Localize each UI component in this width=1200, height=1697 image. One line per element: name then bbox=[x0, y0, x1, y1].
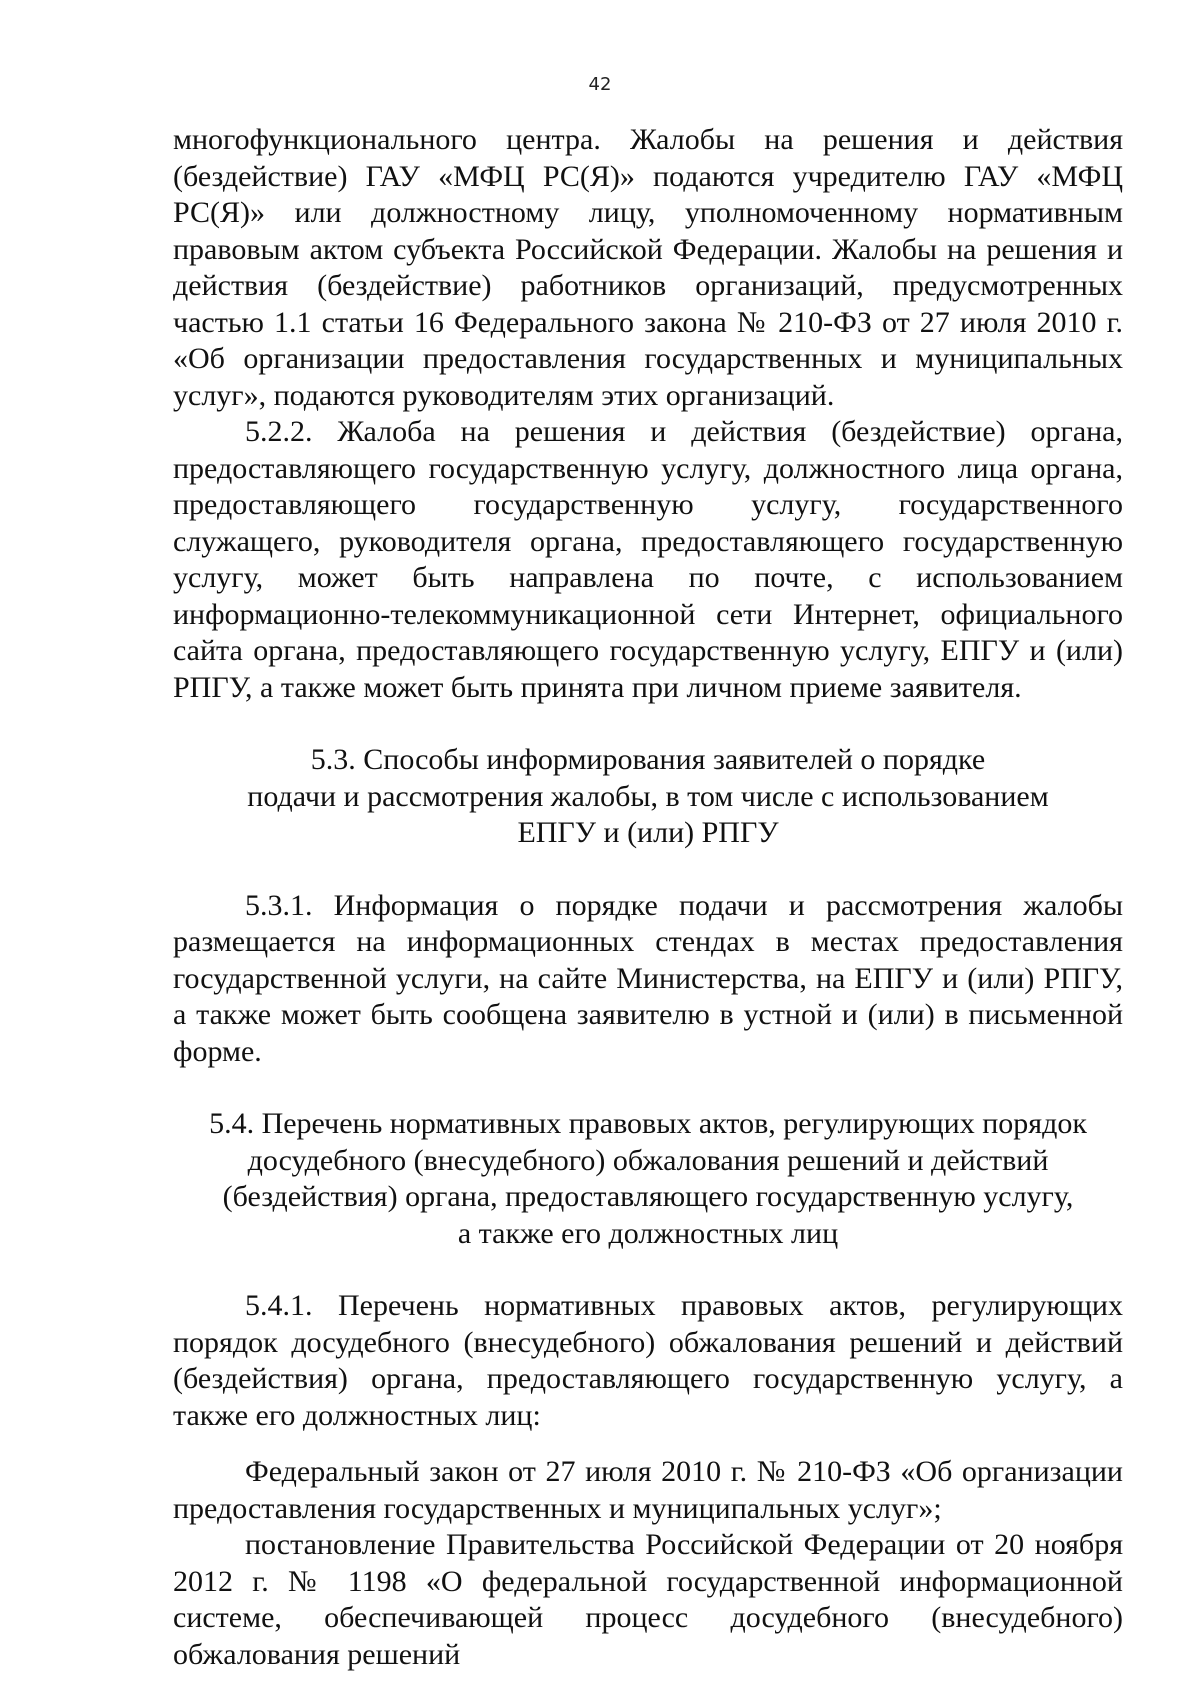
heading-line: подачи и рассмотрения жалобы, в том числе с использованием bbox=[247, 779, 1049, 813]
heading-line: досудебного (внесудебного) обжалования решений и действий bbox=[247, 1143, 1049, 1177]
section-5-3-heading bbox=[173, 742, 1123, 852]
paragraph-5-2-2: 5.2.2. Жалоба на решения и действия (бездействие) органа, предоставляющего государственную услугу, должностного лица органа, предоставляющего государственную услугу, государственного служащего, руководителя органа, предоставляющего государственную услугу, может быть направлена по почте, с использованием информационно-телекоммуникационной сети Интернет, официального сайта органа, предоставляющего государственную услугу, ЕПГУ и (или) РПГУ, а также может быть принята при личном приеме заявителя. bbox=[173, 415, 1123, 704]
heading-line: а также его должностных лиц bbox=[457, 1216, 839, 1250]
spacer bbox=[173, 1252, 1123, 1288]
document-body bbox=[173, 122, 1123, 1673]
paragraph-5-3-1: 5.3.1. Информация о порядке подачи и рассмотрения жалобы размещается на информационных стендах в местах предоставления государственной услуги, на сайте Министерства, на ЕПГУ и (или) РПГУ, а также может быть сообщена заявителю в устной и (или) в письменной форме. bbox=[173, 888, 1123, 1068]
spacer bbox=[173, 1070, 1123, 1106]
heading-line: 5.3. Способы информирования заявителей о порядке bbox=[310, 743, 986, 776]
paragraph-federal-law-210: Федеральный закон от 27 июля 2010 г. № 210-ФЗ «Об организации предоставления государственных и муниципальных услуг»; bbox=[173, 1455, 1123, 1525]
page-number: 42 bbox=[588, 74, 612, 95]
paragraph-mfc-complaints: многофункционального центра. Жалобы на решения и действия (бездействие) ГАУ «МФЦ РС(Я)» подаются учредителю ГАУ «МФЦ РС(Я)» или должностному лицу, уполномоченному нормативным правовым актом субъекта Российской Федерации. Жалобы на решения и действия (бездействие) работников организаций, предусмотренных частью 1.1 статьи 16 Федерального закона № 210-ФЗ от 27 июля 2010 г. «Об организации предоставления государственных и муниципальных услуг», подаются руководителям этих организаций. bbox=[173, 123, 1123, 412]
spacer bbox=[173, 1434, 1123, 1454]
paragraph-government-decree-1198: постановление Правительства Российской Федерации от 20 ноября 2012 г. № 1198 «О федеральной государственной информационной системе, обеспечивающей процесс досудебного (внесудебного) обжалования решений bbox=[173, 1528, 1123, 1671]
section-5-4-heading bbox=[173, 1106, 1123, 1252]
heading-line: (бездействия) органа, предоставляющего государственную услугу, bbox=[222, 1180, 1074, 1213]
heading-line: 5.4. Перечень нормативных правовых актов, регулирующих порядок bbox=[209, 1107, 1087, 1140]
heading-line: ЕПГУ и (или) РПГУ bbox=[517, 816, 779, 849]
spacer bbox=[173, 852, 1123, 888]
spacer bbox=[173, 706, 1123, 742]
paragraph-5-4-1: 5.4.1. Перечень нормативных правовых актов, регулирующих порядок досудебного (внесудебного) обжалования решений и действий (бездействия) органа, предоставляющего государственную услугу, а также его должностных лиц: bbox=[173, 1289, 1123, 1432]
